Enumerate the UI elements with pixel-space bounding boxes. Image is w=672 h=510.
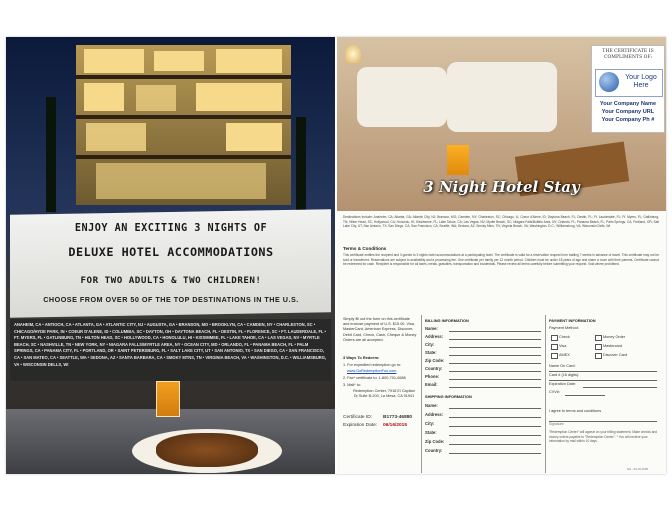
- juice-glass: [156, 381, 180, 417]
- headline-line-3: FOR TWO ADULTS & TWO CHILDREN!: [80, 275, 262, 286]
- signature-field[interactable]: [549, 421, 657, 422]
- name-on-card-label: Name On Card:: [549, 364, 576, 368]
- destinations-list: ANAHEIM, CA • ANTIOCH, CA • ATLANTA, GA • ATLANTIC CITY, NJ • AUGUSTA, GA • BRANSON, MO • BROOKLYN, CA • CAMDEN, NY • CHARLESTON, SC • CHICAGO/HYDE PARK, IN • COEUR D'ALENE, ID • COLUMBIA, SC • DAYTON, OH • DAYTONA BEACH, FL • DESTIN, FL • FLORENCE, SC • FT. LAUDERDALE, FL • FT. MYERS, FL • GATLINBURG, TN • HILTON HEAD, SC • HOLLYWOOD, CA • HONOLULU, HI • KISSIMMEE, FL • LAKE TAHOE, CA • LAS VEGAS, NV • MYRTLE BEACH, SC • NASHVILLE, TN • NEW YORK, NY • NIAGARA FALLS/MYRTLE AREA, NY • OCEAN CITY, MD • ORLANDO, FL • PANAMA BEACH, FL • PALM SPRINGS, CA • PANAMA CITY, FL • PORTLAND, OR • SAINT PETERSBURG, FL • SALT LAKE CITY, UT • SAN ANTONIO, TX • SAN DIEGO, CA • SAN FRANCISCO, CA • SAN MATEO, CA • SEATTLE, WA • SEDONA, AZ • SANTA BARBARA, CA • SMOKY MTNS, TN • VIRGINIA BEACH, VA • WASHINGTON, D.C. • WILLIAMSBURG, VA • WISCONSIN DELLS, WI: [14, 322, 327, 367]
- visa-checkbox[interactable]: [551, 344, 558, 350]
- discover-option: Discover Card: [603, 353, 628, 357]
- shipping-zip-label: Zip Code:: [425, 439, 445, 444]
- billing-zip-field[interactable]: [449, 363, 541, 364]
- compliments-box: [591, 45, 665, 133]
- shipping-state-label: State:: [425, 430, 437, 435]
- cvv-label: CVV#:: [549, 390, 560, 394]
- visa-option: Visa: [559, 344, 567, 348]
- billing-email-label: Email:: [425, 382, 438, 387]
- amex-checkbox[interactable]: [551, 353, 558, 359]
- company-logo-placeholder: Your Logo Here: [595, 69, 663, 97]
- agree-terms-label: I agree to terms and conditions: [549, 409, 602, 413]
- compliments-heading: THE CERTIFICATE IS COMPLIMENTS OF:: [602, 49, 654, 60]
- destinations-paragraph: Destinations Include: Anaheim, CA; Atlanta, GA; Atlantic City, NJ; Branson, MO; Camden, NY; Charleston, SC; Chicago, IL; Coeur d'Alene, ID; Daytona Beach, FL; Destin, FL; Ft. Lauderdale, FL; Ft. Myers, FL; Gatlinburg, TN; Hilton Head, SC; Hollywood, CA; Honolulu, HI; Kissimmee, FL; Lake Tahoe, CA; Las Vegas, NV; Myrtle Beach, SC; Niagara Falls/Buffalo Area, NY; Orlando, FL; Panama Beach, FL; Palm Springs, CA; Portland, OR; Salt Lake City, UT; San Antonio, TX; San Diego, CA; San Francisco, CA; Seattle, WA; Sedona, AZ; Smoky Mtns, TN; Virginia Beach, VA; Washington, D.C.; Williamsburg, VA; Wisconsin Dells, WI.: [343, 215, 659, 229]
- headline-line-4: CHOOSE FROM OVER 50 OF THE TOP DESTINATIONS IN THE U.S.: [43, 295, 299, 304]
- billing-address-label: Address:: [425, 334, 444, 339]
- certificate-id: B1773-46880: [383, 415, 413, 420]
- pancakes: [156, 433, 258, 467]
- check-option: Check: [559, 335, 570, 339]
- amex-option: AMEX: [559, 353, 570, 357]
- mail-address: Redemption Center, 7918 El Capitan Dr Suite B-200, La Mesa, CA 91941: [353, 389, 415, 398]
- check-checkbox[interactable]: [551, 335, 558, 341]
- shipping-address-label: Address:: [425, 412, 444, 417]
- shipping-country-label: Country:: [425, 448, 443, 453]
- company-name: Your Company Name: [599, 101, 657, 107]
- billing-phone-field[interactable]: [449, 379, 541, 380]
- terms-heading: Terms & Conditions: [343, 246, 387, 251]
- shipping-zip-field[interactable]: [449, 444, 541, 445]
- shipping-address-field[interactable]: [449, 417, 541, 418]
- billing-zip-label: Zip Code:: [425, 358, 445, 363]
- card-number-field[interactable]: [549, 380, 657, 381]
- ways-heading: 3 Ways To Redeem:: [343, 355, 380, 360]
- headline-line-2: DELUXE HOTEL ACCOMMODATIONS: [68, 245, 274, 259]
- shipping-name-field[interactable]: [449, 408, 541, 409]
- offer-title: 3 Night Hotel Stay: [423, 178, 580, 196]
- certificate-spread: [6, 37, 666, 474]
- terms-text: This certificate entitles the recipient and 3 guests to 3 nights hotel accommodations at a participating hotel. The certificate is valid for a reservation request form mailing 7 weeks in advance of travel. This certificate may not be sold or transferred. Reservations are subject to availability and a processing fee. One certificate per family per 12 month period. Children must be under 18 years of age and share a room with their parents. Certificate cannot be redeemed for cash. Recipient is responsible for all taxes, meals, gratuities, transportation and incidentals. Please review all terms carefully before submitting your request. Void where prohibited.: [343, 253, 659, 267]
- shipping-city-field[interactable]: [449, 426, 541, 427]
- billing-state-field[interactable]: [449, 355, 541, 356]
- billing-email-field[interactable]: [449, 387, 541, 388]
- footnote: "Redemption Center" will appear on your billing statement. Make checks and money orders payable to "Redemption Center". * You will receive your information by mail within 10 days.: [549, 430, 658, 444]
- shipping-country-field[interactable]: [449, 453, 541, 454]
- right-page: [337, 37, 666, 474]
- billing-country-field[interactable]: [449, 371, 541, 372]
- orange-juice: [447, 145, 469, 175]
- certificate-id-label: Certificate ID:: [343, 415, 373, 420]
- how-to-redeem-text: Simply fill out the form on this certificate and enclose payment of U.S. $15.00. Visa, MasterCard, American Express, Discover, Debit Card, Check, Cash, Cheque & Money Orders are all accepted.: [343, 317, 417, 342]
- way-1-text: 1. For expedited redemption go to:: [343, 363, 402, 367]
- billing-phone-label: Phone:: [425, 374, 440, 379]
- cvv-field[interactable]: [565, 395, 605, 396]
- card-expiration-field[interactable]: [583, 387, 657, 388]
- billing-state-label: State:: [425, 350, 437, 355]
- discover-checkbox[interactable]: [595, 353, 602, 359]
- payment-method-label: Payment Method:: [549, 326, 579, 330]
- hotel-building-photo: [76, 45, 291, 205]
- redemption-url-link[interactable]: www.GoRedemptionFun.com: [347, 369, 397, 373]
- expiration-field-label: Expiration Date:: [549, 382, 577, 386]
- left-page: [6, 37, 335, 474]
- signature-label: Signature:: [549, 422, 565, 426]
- form-code: NG - 09-10-2008: [627, 467, 648, 471]
- billing-city-label: City:: [425, 342, 435, 347]
- card-number-label: Card # (16 digits):: [549, 373, 580, 377]
- billing-address-field[interactable]: [449, 339, 541, 340]
- globe-icon: [599, 72, 619, 92]
- shipping-state-field[interactable]: [449, 435, 541, 436]
- payment-heading: PAYMENT INFORMATION: [549, 318, 596, 323]
- mastercard-option: Mastercard: [603, 344, 622, 348]
- headline-line-1: ENJOY AN EXCITING 3 NIGHTS OF: [74, 223, 268, 234]
- billing-name-label: Name:: [425, 326, 438, 331]
- shipping-heading: SHIPPING INFORMATION: [425, 394, 472, 399]
- shipping-name-label: Name:: [425, 403, 438, 408]
- mastercard-checkbox[interactable]: [595, 344, 602, 350]
- billing-country-label: Country:: [425, 366, 443, 371]
- money-order-option: Money Order: [603, 335, 626, 339]
- way-2-text: 2. Fax* certificate to: 1-800-701-0686: [343, 376, 406, 380]
- money-order-checkbox[interactable]: [595, 335, 602, 341]
- name-on-card-field[interactable]: [549, 371, 657, 372]
- billing-heading: BILLING INFORMATION: [425, 318, 469, 323]
- expiration-label: Expiration Date:: [343, 423, 378, 428]
- expiration-date: 06/16/2015: [383, 423, 408, 428]
- company-url: Your Company URL: [601, 109, 655, 115]
- way-3-text: 3. Mail* to:: [343, 383, 361, 387]
- billing-city-field[interactable]: [449, 347, 541, 348]
- shipping-city-label: City:: [425, 421, 435, 426]
- billing-name-field[interactable]: [449, 331, 541, 332]
- company-phone: Your Company Ph #: [601, 117, 655, 123]
